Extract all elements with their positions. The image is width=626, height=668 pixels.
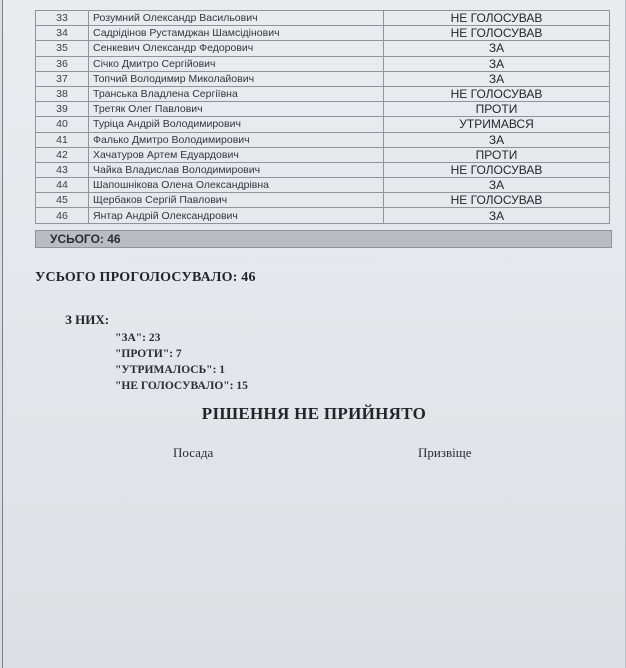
vote-result: НЕ ГОЛОСУВАВ [384,193,610,208]
deputy-name: Січко Дмитро Сергійович [89,56,384,71]
row-number: 39 [36,102,89,117]
row-number: 45 [36,193,89,208]
deputy-name: Туріца Андрій Володимирович [89,117,384,132]
table-row [36,41,610,56]
deputy-name: Топчий Володимир Миколайович [89,71,384,86]
row-number: 40 [36,117,89,132]
vote-result: НЕ ГОЛОСУВАВ [384,26,610,41]
vote-result: ПРОТИ [384,147,610,162]
vote-result: ПРОТИ [384,102,610,117]
deputy-name: Садрідінов Рустамджан Шамсідінович [89,26,384,41]
table-row [36,193,610,208]
breakdown-for: "ЗА": 23 [115,332,161,344]
table-row [36,132,610,147]
total-count: УСЬОГО: 46 [50,232,121,246]
table-row [36,26,610,41]
vote-result: НЕ ГОЛОСУВАВ [384,11,610,26]
breakdown-not-voted: "НЕ ГОЛОСУВАЛО": 15 [115,380,248,392]
vote-result: НЕ ГОЛОСУВАВ [384,86,610,101]
vote-result: ЗА [384,41,610,56]
table-row [36,11,610,26]
row-number: 43 [36,162,89,177]
vote-result: ЗА [384,71,610,86]
signature-position-label: Посада [173,445,214,460]
total-row [35,230,612,248]
row-number: 44 [36,178,89,193]
signature-surname-label: Призвіще [418,445,472,460]
table-row [36,162,610,177]
deputy-name: Шапошнікова Олена Олександрівна [89,178,384,193]
table-row [36,117,610,132]
breakdown-against: "ПРОТИ": 7 [115,348,182,360]
deputy-name: Фалько Дмитро Володимирович [89,132,384,147]
vote-result: ЗА [384,132,610,147]
row-number: 42 [36,147,89,162]
of-them-heading: З НИХ: [65,312,110,327]
row-number: 46 [36,208,89,223]
table-row [36,86,610,101]
table-row [36,71,610,86]
row-number: 36 [36,56,89,71]
vote-result: УТРИМАВСЯ [384,117,610,132]
vote-result: ЗА [384,178,610,193]
table-row [36,56,610,71]
row-number: 37 [36,71,89,86]
deputy-name: Чайка Владислав Володимирович [89,162,384,177]
deputy-name: Третяк Олег Павлович [89,102,384,117]
table-row [36,178,610,193]
vote-table [35,10,610,224]
row-number: 33 [36,11,89,26]
total-voted-line: УСЬОГО ПРОГОЛОСУВАЛО: 46 [35,270,256,285]
deputy-name: Янтар Андрій Олександрович [89,208,384,223]
row-number: 41 [36,132,89,147]
deputy-name: Щербаков Сергій Павлович [89,193,384,208]
vote-breakdown [115,330,248,394]
deputy-name: Розумний Олександр Васильович [89,11,384,26]
vote-table-body [36,11,610,224]
breakdown-abstained: "УТРИМАЛОСЬ": 1 [115,364,226,376]
deputy-name: Сенкевич Олександр Федорович [89,41,384,56]
vote-result: НЕ ГОЛОСУВАВ [384,162,610,177]
vote-result: ЗА [384,56,610,71]
deputy-name: Транська Владлена Сергіївна [89,86,384,101]
decision-title: РІШЕННЯ НЕ ПРИЙНЯТО [201,404,427,423]
row-number: 38 [36,86,89,101]
table-row [36,208,610,223]
table-row [36,102,610,117]
table-row [36,147,610,162]
vote-result: ЗА [384,208,610,223]
row-number: 34 [36,26,89,41]
document-page [2,0,626,668]
deputy-name: Хачатуров Артем Едуардович [89,147,384,162]
row-number: 35 [36,41,89,56]
